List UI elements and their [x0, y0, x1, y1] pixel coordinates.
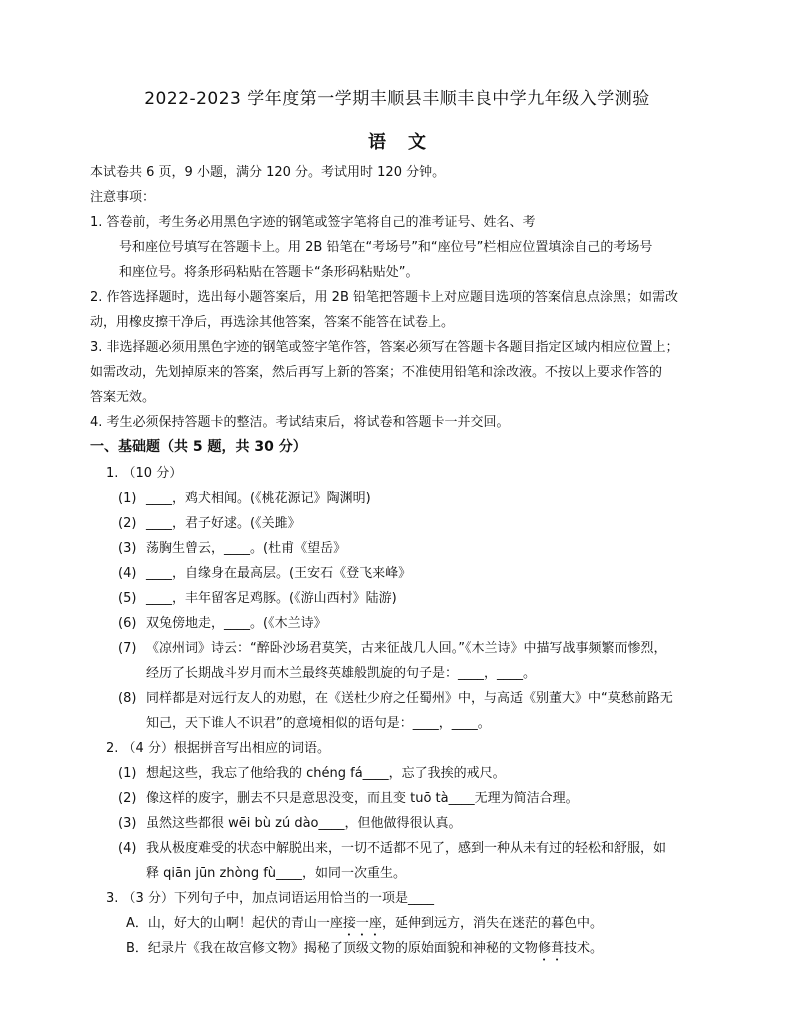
- item-text: ____，自缘身在最高层。(王安石《登飞来峰》: [146, 566, 412, 581]
- q1-item: [118, 636, 666, 661]
- q1-item: [118, 561, 411, 586]
- item-text: 双兔傍地走，____。(《木兰诗》: [146, 616, 327, 631]
- dotted-word: 接一座: [342, 916, 382, 931]
- item-text: ____，鸡犬相闻。(《桃花源记》陶渊明): [146, 491, 371, 506]
- q1-item: [118, 511, 301, 536]
- q1-item: [118, 586, 397, 611]
- question-2-head: 2. （4 分）根据拼音写出相应的词语。: [106, 741, 330, 756]
- item-text: 我从极度难受的状态中解脱出来，一切不适都不见了，感到一种从未有过的轻松和舒服，如: [146, 841, 667, 856]
- question-3-head: 3. （3 分）下列句子中，加点词语运用恰当的一项是____: [106, 891, 434, 906]
- item-text: 《凉州词》诗云：“醉卧沙场君莫笑，古来征战几人回。”《木兰诗》中描写战事频繁而惨烈，: [146, 641, 667, 656]
- item-text: 像这样的废字，删去不只是意思没变，而且变 tuō tà____无理为简洁合理。: [146, 791, 579, 806]
- notice-1-line-2: 号和座位号填写在答题卡上。用 2B 铅笔在“考场号”和“座位号”栏相应位置填涂自己的考场号: [119, 240, 653, 255]
- option-text-pre: 纪录片《我在故宫修文物》揭秘了顶级文物的原始面貌和神秘的文物: [147, 941, 538, 956]
- q1-item: [118, 686, 673, 711]
- notice-2-line-1: 2. 作答选择题时，选出每小题答案后，用 2B 铅笔把答题卡上对应题目选项的答案信息点涂黑；如需改: [90, 290, 678, 305]
- item-number: (4): [118, 841, 137, 856]
- q2-item: [118, 836, 666, 861]
- q1-item-continuation: 经历了长期战斗岁月而木兰最终英雄般凯旋的句子是：____，____。: [146, 666, 537, 681]
- item-number: (3): [118, 816, 137, 831]
- option-text-post: 技术。: [563, 941, 603, 956]
- notice-3-line-2: 如需改动，先划掉原来的答案，然后再写上新的答案；不准使用铅笔和涂改液。不按以上要求作答的: [90, 365, 663, 380]
- notice-1-line-3: 和座位号。将条形码粘贴在答题卡“条形码粘贴处”。: [119, 265, 419, 280]
- item-number: (5): [118, 591, 137, 606]
- item-number: (3): [118, 541, 137, 556]
- q2-item: [118, 761, 506, 786]
- exam-title: 2022-2023 学年度第一学期丰顺县丰顺丰良中学九年级入学测验: [144, 89, 650, 109]
- notice-3-line-1: 3. 非选择题必须用黑色字迹的钢笔或签字笔作答，答案必须写在答题卡各题目指定区域内相应位置上；: [90, 340, 679, 355]
- question-1-head: 1. （10 分）: [106, 466, 183, 481]
- item-text: 荡胸生曾云，____。(杜甫《望岳》: [146, 541, 347, 556]
- dotted-word: 修葺: [537, 941, 564, 956]
- option-text-pre: 山，好大的山啊！起伏的青山一座: [147, 916, 343, 931]
- item-text: ____，丰年留客足鸡豚。(《游山西村》陆游): [146, 591, 397, 606]
- item-number: (1): [118, 491, 137, 506]
- item-number: (1): [118, 766, 137, 781]
- section-heading: 一、基础题（共 5 题，共 30 分）: [90, 439, 307, 455]
- q1-item: [118, 611, 327, 636]
- notice-4: 4. 考生必须保持答题卡的整洁。考试结束后，将试卷和答题卡一并交回。: [90, 415, 510, 430]
- option-a: [126, 911, 603, 939]
- item-text: 虽然这些都很 wēi bù zú dào____，但他做得很认真。: [146, 816, 462, 831]
- item-text: 想起这些，我忘了他给我的 chéng fá____，忘了我挨的戒尺。: [146, 766, 506, 781]
- q1-item: [118, 536, 346, 561]
- notice-1-line-1: 1. 答卷前，考生务必用黑色字迹的钢笔或签字笔将自己的准考证号、姓名、考: [90, 215, 536, 230]
- item-text: 同样都是对远行友人的劝慰，在《送杜少府之任蜀州》中，与高适《别董大》中“莫愁前路无: [146, 691, 673, 706]
- item-text: ____，君子好逑。(《关雎》: [146, 516, 301, 531]
- q2-item: [118, 811, 462, 836]
- q2-item-continuation: 释 qiān jūn zhòng fù____，如同一次重生。: [146, 866, 407, 881]
- item-number: (7): [118, 641, 137, 656]
- item-number: (2): [118, 791, 137, 806]
- item-number: (6): [118, 616, 137, 631]
- option-label: A．: [126, 916, 148, 931]
- item-number: (8): [118, 691, 137, 706]
- q1-item-continuation: 知己，天下谁人不识君”的意境相似的语句是：____，____。: [146, 716, 491, 731]
- notice-label: 注意事项：: [90, 190, 156, 205]
- option-b: [126, 936, 603, 964]
- item-number: (2): [118, 516, 137, 531]
- notice-3-line-3: 答案无效。: [90, 390, 156, 405]
- notice-2-line-2: 动，用橡皮擦干净后，再选涂其他答案，答案不能答在试卷上。: [90, 315, 455, 330]
- q2-item: [118, 786, 579, 811]
- option-label: B．: [126, 941, 148, 956]
- q1-item: [118, 486, 371, 511]
- option-text-post: ，延伸到远方，消失在迷茫的暮色中。: [381, 916, 603, 931]
- item-number: (4): [118, 566, 137, 581]
- subject-title: 语文: [368, 132, 448, 153]
- exam-summary: 本试卷共 6 页，9 小题，满分 120 分。考试用时 120 分钟。: [90, 165, 446, 180]
